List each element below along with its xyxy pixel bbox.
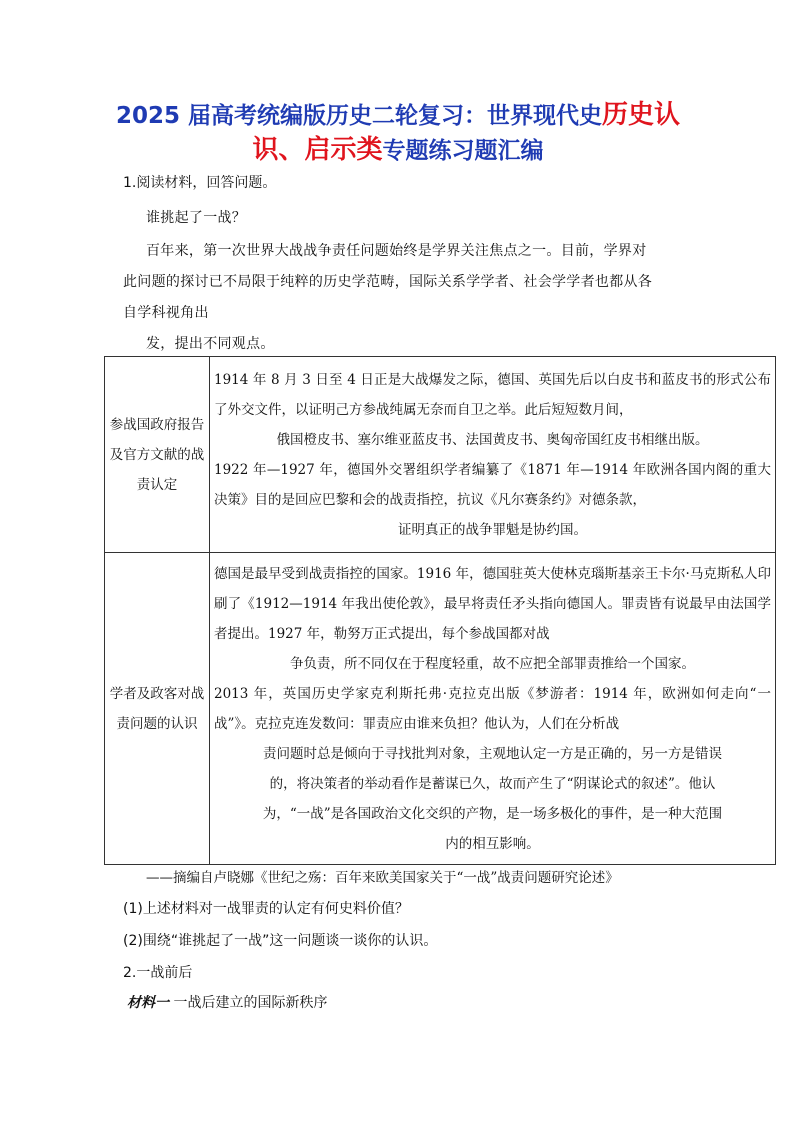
- table-row: [105, 357, 776, 553]
- q1-subtitle: 谁挑起了一战？: [146, 210, 247, 226]
- question-1-head: 1.阅读材料，回答问题。: [123, 175, 277, 191]
- sub-question-1: (1)上述材料对一战罪责的认定有何史料价值？: [123, 901, 409, 917]
- row1-para1-end: 俄国橙皮书、塞尔维亚蓝皮书、法国黄皮书、奥匈帝国红皮书相继出版。: [276, 431, 709, 448]
- row2-para2: 2013 年，英国历史学家克利斯托弗·克拉克出版《梦游者：1914 年，欧洲如何走向“一战”》。克拉克连发数问：罪责应由谁来负担？他认为，人们在分析战: [214, 685, 771, 732]
- row1-para1: 1914 年 8 月 3 日至 4 日正是大战爆发之际，德国、英国先后以白皮书和蓝皮书的形式公布了外交文件，以证明己方参战纯属无奈而自卫之举。此后短短数月间，: [214, 371, 771, 418]
- table-row: [105, 553, 776, 865]
- row2-para2-mid2: 的，将决策者的举动看作是蓄谋已久，故而产生了“阴谋论式的叙述”。他认: [269, 775, 716, 792]
- title-part1: 2025 届高考统编版历史二轮复习：世界现代史: [115, 103, 602, 129]
- page-title: [98, 98, 698, 168]
- sub-question-2: (2)围绕“谁挑起了一战”这一问题谈一谈你的认识。: [123, 933, 438, 949]
- row2-para2-mid: 责问题时总是倾向于寻找批判对象，主观地认定一方是正确的，另一方是错误: [263, 745, 722, 762]
- row1-para2-end: 证明真正的战争罪魁是协约国。: [398, 521, 587, 538]
- q1-intro-line4: 发，提出不同观点。: [146, 336, 275, 352]
- q1-intro-line1: 百年来，第一次世界大战战争责任问题始终是学界关注焦点之一。目前，学界对: [146, 243, 647, 259]
- q1-intro-line2: 此问题的探讨已不局限于纯粹的历史学范畴，国际关系学学者、社会学学者也都从各: [123, 274, 653, 290]
- material-1-label: 材料一: [127, 995, 169, 1011]
- material-table: [104, 356, 776, 865]
- row1-label: 参战国政府报告及官方文献的战责认定: [105, 357, 210, 553]
- row1-para2: 1922 年—1927 年，德国外交署组织学者编纂了《1871 年—1914 年欧洲各国内阁的重大决策》目的是回应巴黎和会的战责指控，抗议《凡尔赛条约》对德条款，: [214, 461, 771, 508]
- question-2-head: 2.一战前后: [123, 965, 193, 981]
- title-part3: 专题练习题汇编: [382, 138, 544, 164]
- source-citation: ——摘编自卢晓娜《世纪之殇：百年来欧美国家关于“一战”战责问题研究论述》: [146, 870, 619, 886]
- q1-intro-line3: 自学科视角出: [123, 305, 209, 321]
- row2-para2-mid3: 为，“一战”是各国政治文化交织的产物，是一场多极化的事件，是一种大范围: [262, 805, 723, 822]
- title-highlight: 历史认识、启示类: [252, 100, 681, 165]
- material-1-text: 一战后建立的国际新秩序: [173, 995, 328, 1011]
- row2-para1-end: 争负责，所不同仅在于程度轻重，故不应把全部罪责推给一个国家。: [290, 655, 695, 672]
- row1-content: [210, 357, 776, 553]
- material-1: [127, 992, 327, 1012]
- row2-content: [210, 553, 776, 865]
- row2-para1: 德国是最早受到战责指控的国家。1916 年，德国驻英大使林克瑙斯基亲王卡尔·马克斯私人印刷了《1912—1914 年我出使伦敦》，最早将责任矛头指向德国人。罪责皆有说最早由法国学者提出。1927 年，勒努万正式提出，每个参战国都对战: [214, 565, 771, 642]
- row2-para2-end: 内的相互影响。: [445, 835, 540, 852]
- row2-label: 学者及政客对战责问题的认识: [105, 553, 210, 865]
